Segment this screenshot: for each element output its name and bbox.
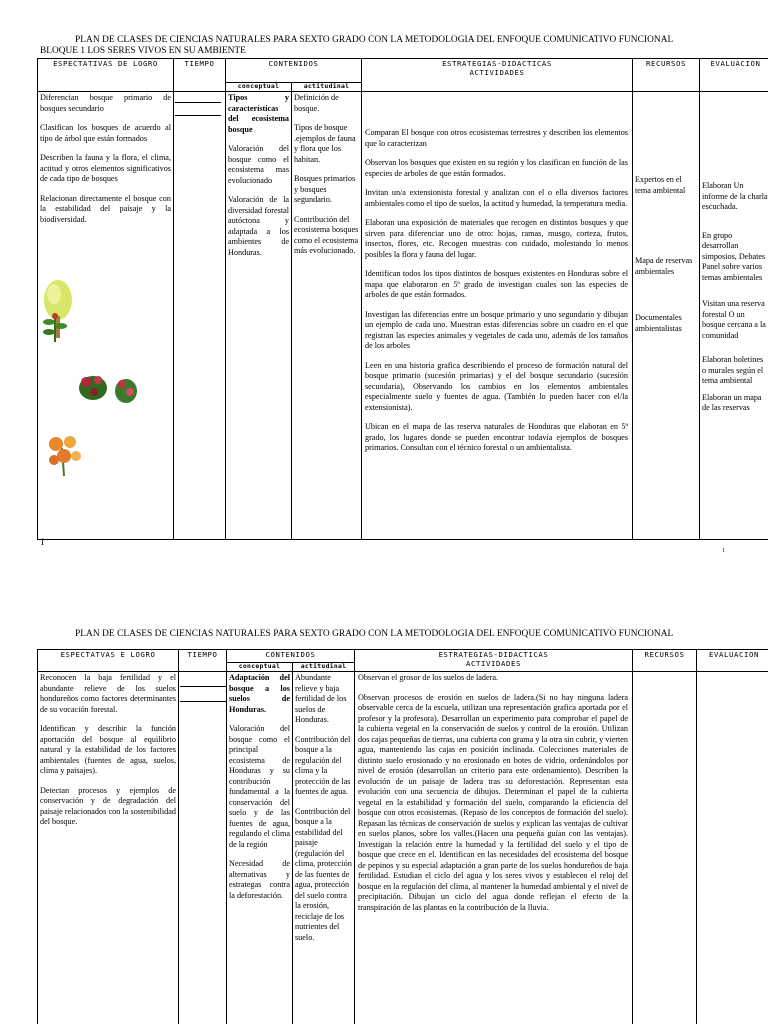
header-estrategias-label: ESTRATEGIAS-DIDACTICAS: [442, 59, 552, 68]
header-estrategias: [362, 59, 633, 92]
page1-plan-table: [37, 58, 768, 540]
header-expectativas: ESPECTATVAS E LOGRO: [38, 650, 179, 672]
header-recursos: RECURSOS: [633, 650, 697, 672]
header-contenidos: CONTENIDOS: [227, 650, 355, 663]
conceptual-cell: [227, 672, 293, 1024]
header-actividades-label: ACTIVIDADES: [469, 67, 525, 77]
estrategia-item: Identifican todos los tipos distintos de bosques existentes en Honduras sobre el mapa que elaboraron en 5º grado de investigan cuales son las especies de arboles de que están formados.: [365, 269, 628, 299]
header-conceptual: conceptual: [226, 83, 292, 92]
page2-plan-table: [37, 649, 768, 1024]
page1-page-number: 1: [722, 548, 725, 554]
header-actividades-label: ACTIVIDADES: [466, 658, 521, 668]
evaluacion-item: Elaboran boletines o murales según el tema ambiental: [702, 355, 764, 385]
header-tiempo: TIEMPO: [179, 650, 227, 672]
actitudinal-item: Abundante relieve y baja fertilidad de los suelos de Honduras.: [295, 673, 347, 724]
header-contenidos: CONTENIDOS: [226, 59, 362, 83]
tiempo-line: [175, 115, 221, 116]
page1-subtitle: BLOQUE 1 LOS SERES VIVOS EN SU AMBIENTE: [40, 46, 246, 56]
actitudinal-item: Contribución del bosque a la estabilidad del paisaje (regulación del clima, protección de las fuentes de agua, protección del suelo contra la erosión, reciclaje de los nutrientes del suelo.: [295, 806, 352, 942]
plant-sprig-clipart: [40, 310, 70, 344]
tiempo-cell: [179, 672, 227, 1024]
estrategia-item: Invitan un/a extensionista forestal y analizan con el o ella diversos factores ambientales como el tipo de suelos, la actitud y humedad, la temperatura media.: [365, 188, 628, 208]
recurso-item: Documentales ambientalistas: [635, 313, 682, 333]
expectativa-item: Describen la fauna y la flora, el clima, actitud y otros elementos significativos de cada tipo de bosques: [40, 153, 171, 183]
actitudinal-item: Contribución del ecosistema bosques como el ecosistema más evolucionado.: [294, 214, 359, 255]
estrategia-item: Ubican en el mapa de las reserva naturales de Honduras que elaboran en 5º grado, los lugares donde se pueden encontrar todavía ejemplos de bosques primarios. Consultan con el técnico forestal o un ambientalista.: [365, 422, 628, 452]
conceptual-cell: [226, 92, 292, 540]
recursos-cell: [633, 672, 697, 1024]
header-evaluacion: EVALUACION: [700, 59, 768, 92]
estrategias-cell: [362, 92, 633, 540]
header-evaluacion: EVALUACION: [697, 650, 768, 672]
evaluacion-item: Visitan una reserva forestal O un bosque cercana a la comunidad: [702, 299, 766, 340]
flowers-clipart: [112, 372, 140, 406]
actitudinal-item: Bosques primarios y bosques segundario.: [294, 174, 356, 204]
actitudinal-item: Contribución del bosque a la regulación del clima y la protección de las fuentes de agua.: [295, 734, 351, 796]
expectativa-item: Detectan procesos y ejemplos de conservación y de degradación del paisaje relacionados con la sostenibilidad del bosque.: [40, 785, 176, 826]
estrategia-item: Observan los bosques que existen en su región y los clasifican en función de las especies de arboles de que están formados.: [365, 158, 628, 178]
page1-title: PLAN DE CLASES DE CIENCIAS NATURALES PARA SEXTO GRADO CON LA METODOLOGIA DEL ENFOQUE COMUNICATIVO FUNCIONAL: [75, 35, 674, 45]
evaluacion-item: Elaboran un mapa de las reservas: [702, 392, 762, 412]
conceptual-item: Tipos y características del ecosistema bosque: [228, 93, 289, 134]
actitudinal-item: Definición de bosque.: [294, 93, 339, 113]
conceptual-item: Valoración del bosque como el ecosistema mas evolucionado: [228, 144, 289, 185]
tiempo-line: [180, 686, 226, 687]
expectativa-item: Identifican y describir la función aportación del bosque al equilibrio natural y la estabilidad de los factores ambientales (fuentes de agua, suelos, clima y paisajes).: [40, 724, 176, 775]
flowers-clipart: [76, 368, 110, 404]
header-tiempo: TIEMPO: [174, 59, 226, 92]
actitudinal-item: Tipos de bosque .ejemplos de fauna y flora que los habitan.: [294, 123, 356, 164]
tiempo-line: [175, 102, 221, 103]
page2-title: PLAN DE CLASES DE CIENCIAS NATURALES PARA SEXTO GRADO CON LA METODOLOGIA DEL ENFOQUE COMUNICATIVO FUNCIONAL: [75, 629, 674, 639]
estrategia-item: Observan procesos de erosión en suelos de ladera.(Si no hay ninguna ladera observable cerca de la escuela, utilizan una representación grafica aportada por el profesor y la profesora). Desarrollan un experimento para comprobar el papel de la cubierta vegetal en la conservación de suelos y control de la erosión. Utilizan dos cajas pequeñas de tierras, una cubierta con grama y la otra sin cubrir, y vierten agua, manteniendo las cajas en posición inclinada. Colecciones materiales de distinto suelo erosionado y no erosionado en botes de vidrio, ordenándolos por nivel de erosión (desarrollan un criterio para este ordenamiento). Describen la evolución de un paisaje de ladera tras su deforestación. Representan esta evolución con una secuencia de dibujos. Determinan el papel de la cubierta vegetal en la estabilidad y formación del suelo, comparando la eficiencia del bosque con otros ecosistemas. (Repaso de los conceptos de formación del suelo). Repasan las técnicas de conservación de suelos y explican las ventajas de cultivar en suelos planos, sobre los valles.(Hacen una pequeña guían con las ventajas). Investigan la relación entre la humedad y la fertilidad del suelo y el tipo de bosque que crece en el. Identifican en las necesidades del ecosistema del bosque de pepinos y su especial adaptación a gran parte de los suelos hondureños de baja fertilidad. Estudian el ciclo del agua y los seres vivos y establecen el reloj del bosque en la regulación del clima, al mantener la humedad ambiental y el nivel de precipitación. Dibujan un ciclo del agua donde reflejan el efecto de la transpiración de las plantas en la contribución de la lluvia.: [358, 692, 628, 912]
conceptual-item: Necesidad de alternativas y estrategas contra la deforestación.: [229, 859, 290, 900]
recurso-item: Mapa de reservas ambientales: [635, 256, 693, 276]
tiempo-line: [180, 701, 226, 702]
recurso-item: Expertos en el tema ambiental: [635, 175, 686, 195]
estrategias-cell: [355, 672, 633, 1024]
actitudinal-cell: [292, 92, 362, 540]
estrategia-item: Elaboran una exposición de materiales que recogen en distintos bosques y que sirven para diferenciar uno de otro: hojas, ramas, musgo, corteza, frutos, insectos, flores, etc. Recogen muestras con cuidado, molestando lo menos posibles la flora y fauna del lugar.: [365, 218, 628, 259]
estrategia-item: Comparan El bosque con otros ecosistemas terrestres y describen los elementos que lo caracterizan: [365, 128, 628, 148]
expectativa-item: Relacionan directamente el bosque con la estabilidad del paisaje y la biodiversidad.: [40, 193, 171, 224]
estrategia-item: Investigan las diferencias entre un bosque primario y uno segundario y dibujan un ejemplo de cada uno. Muestran estas diferencias sobre un cuadro en el que registran las especies animales y vegetales de cada uno, además de los tamaños de los arboles: [365, 309, 628, 350]
conceptual-item: Valoración de la diversidad forestal autóctona y adaptada a los ambientes de Honduras.: [228, 195, 289, 257]
flowers-clipart: [42, 430, 86, 478]
tiempo-cell: [174, 92, 226, 540]
evaluacion-cell: [697, 672, 768, 1024]
header-actitudinal: actitudinal: [292, 83, 362, 92]
header-expectativas: ESPECTATIVAS DE LOGRO: [38, 59, 174, 92]
conceptual-item: Adaptación del bosque a los suelos de Honduras.: [229, 673, 290, 714]
page1-footer-mark: I: [41, 537, 44, 547]
evaluacion-cell: [700, 92, 768, 540]
evaluacion-item: Elaboran Un informe de la charla escuchada.: [702, 181, 768, 211]
recursos-cell: [633, 92, 700, 540]
header-estrategias: [355, 650, 633, 672]
expectativa-item: Diferencian bosque primario de bosques secundario: [40, 93, 171, 113]
header-actitudinal: actitudinal: [293, 663, 355, 672]
estrategia-item: Observan el grosor de los suelos de ladera.: [358, 673, 499, 682]
header-estrategias-label: ESTRATEGIAS-DIDACTICAS: [438, 650, 549, 659]
expectativas-cell: [38, 672, 179, 1024]
header-recursos: RECURSOS: [633, 59, 700, 92]
evaluacion-item: En grupo desarrollan simposios, Debates Panel sobre varios temas ambientales: [702, 230, 766, 282]
expectativa-item: Reconocen la baja fertilidad y el abundante relieve de los suelos hondureños como factores determinantes de su vocación forestal.: [40, 673, 176, 714]
conceptual-item: Valoración del bosque como el principal ecosistema de Honduras y su contribución fundamental a la conservación del suelo y de las fuentes de agua, regulando el clima de la región: [229, 724, 290, 849]
actitudinal-cell: [293, 672, 355, 1024]
expectativa-item: Clasifican los bosques de acuerdo al tipo de árbol que están formados: [40, 123, 171, 143]
estrategia-item: Leen en una historia grafica describiendo el proceso de formación natural del bosque primario (sucesión primarias) y el del bosque secundario (sucesión secundaria), Observando los cambios en los elementos ambientales especialmente suelo y fuentes de agua. (También lo pueden hacer con el/la extensionista).: [365, 360, 628, 412]
header-conceptual: conceptual: [227, 663, 293, 672]
